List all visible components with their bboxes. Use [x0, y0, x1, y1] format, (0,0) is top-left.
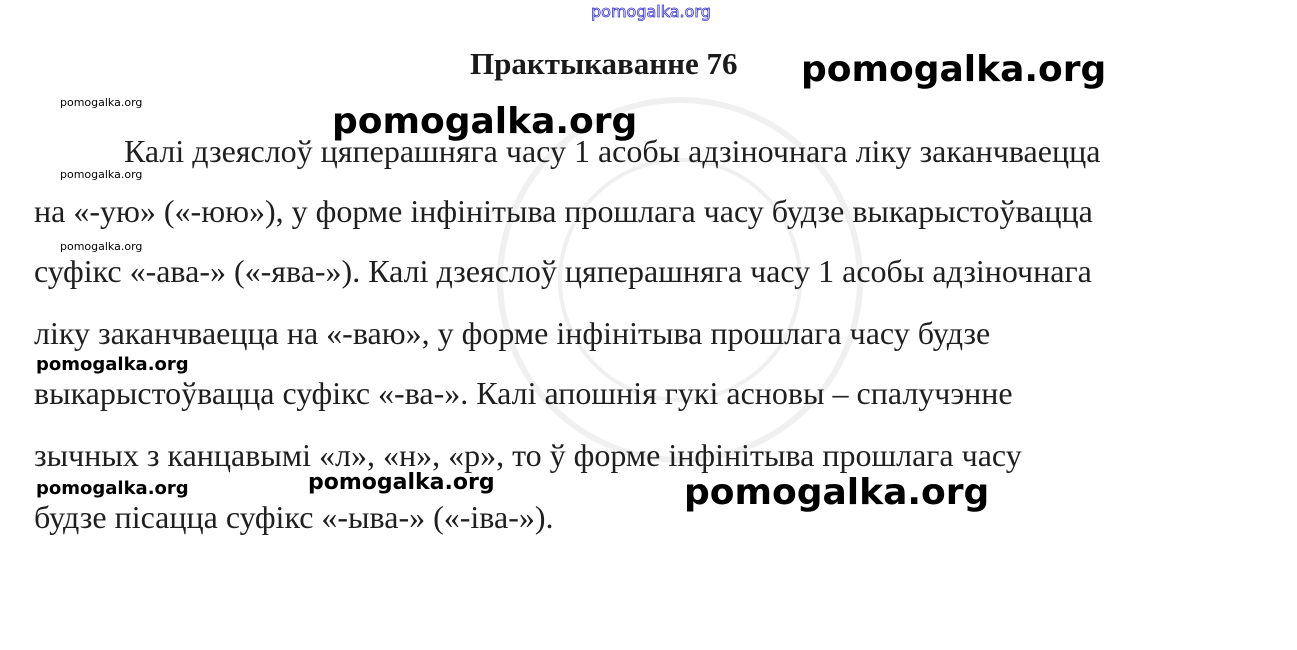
watermark-big-bottom-right: pomogalka.org	[684, 472, 990, 513]
paragraph-line-6: зычных з канцавымі «л», «н», «р», то ў форме інфінітыва прошлага часу	[34, 437, 1022, 473]
paragraph-line-5: выкарыстоўвацца суфікс «-ва-». Калі апошнія гукі асновы – спалучэнне	[34, 375, 1013, 411]
watermark-small-left-2: pomogalka.org	[36, 478, 189, 499]
watermark-tiny-1: pomogalka.org	[60, 96, 143, 109]
watermark-medium-center: pomogalka.org	[308, 470, 495, 495]
watermark-big-left: pomogalka.org	[332, 101, 638, 142]
watermark-top: pomogalka.org	[591, 2, 711, 21]
paragraph-line-2: на «-ую» («-юю»), у форме інфінітыва прошлага часу будзе выкарыстоўвацца	[34, 193, 1093, 229]
paragraph-line-1: Калі дзеяслоў цяперашняга часу 1 асобы адзіночнага ліку заканчваецца	[124, 133, 1101, 169]
exercise-title: Практыкаванне 76	[470, 46, 738, 81]
watermark-tiny-2: pomogalka.org	[60, 168, 143, 181]
paragraph-line-7: будзе пісацца суфікс «-ыва-» («-іва-»).	[34, 499, 554, 535]
watermark-heading-right: pomogalka.org	[801, 49, 1107, 90]
watermark-small-left-1: pomogalka.org	[36, 354, 189, 375]
paragraph-line-4: ліку заканчваецца на «-ваю», у форме інфінітыва прошлага часу будзе	[34, 315, 991, 351]
watermark-tiny-3: pomogalka.org	[60, 240, 143, 253]
paragraph-line-3: суфікс «-ава-» («-ява-»). Калі дзеяслоў цяперашняга часу 1 асобы адзіночнага	[34, 253, 1092, 289]
